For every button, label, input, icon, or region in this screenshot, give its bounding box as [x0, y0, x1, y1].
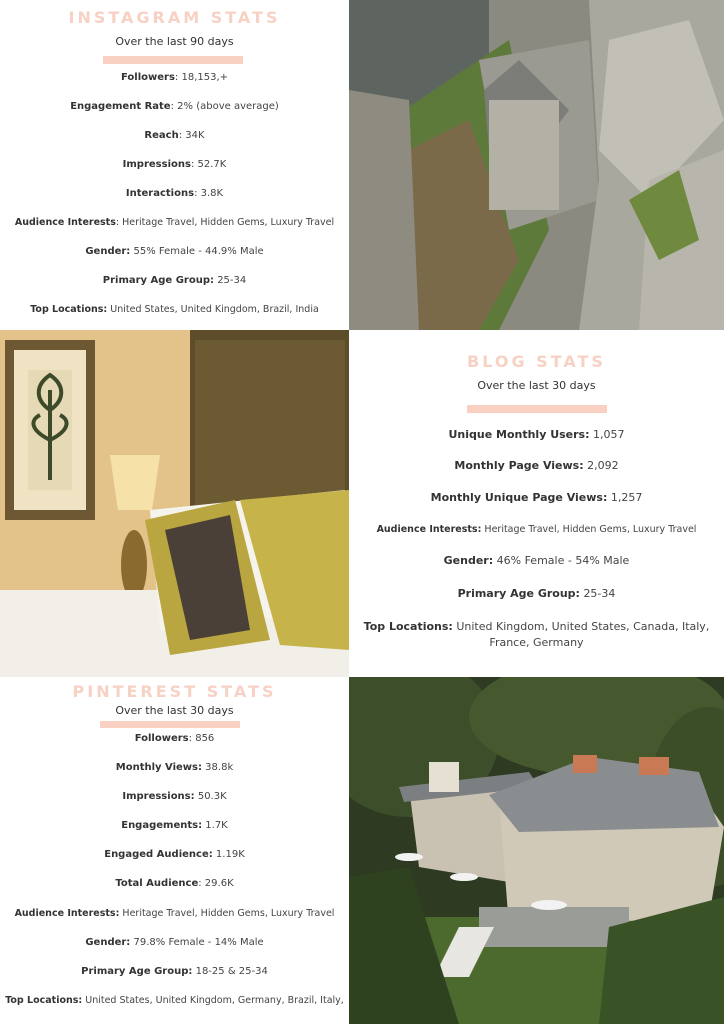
pinterest-stats-subtitle: Over the last 30 days [115, 704, 234, 717]
blog-stat-gender: Gender: 46% Female - 54% Male [443, 554, 630, 567]
blog-stats-panel [349, 330, 724, 677]
instagram-stats-title: INSTAGRAM STATS [68, 8, 281, 27]
blog-stats-title: BLOG STATS [467, 352, 606, 371]
pinterest-stat-top-locations: Top Locations: United States, United Kingdom, Germany, Brazil, Italy, [5, 995, 344, 1006]
blog-stat-monthly-unique-page-views: Monthly Unique Page Views: 1,257 [430, 491, 643, 504]
pinterest-stat-age-group: Primary Age Group: 18-25 & 25-34 [81, 966, 268, 977]
pinterest-stat-monthly-views: Monthly Views: 38.8k [115, 762, 234, 773]
instagram-stat-audience-interests: Audience Interests: Heritage Travel, Hidden Gems, Luxury Travel [14, 217, 335, 228]
instagram-stat-engagement-rate: Engagement Rate: 2% (above average) [70, 101, 279, 112]
instagram-stat-age-group: Primary Age Group: 25-34 [102, 275, 247, 286]
pinterest-stat-engaged-audience: Engaged Audience: 1.19K [104, 849, 245, 860]
instagram-stat-top-locations: Top Locations: United States, United Kingdom, Brazil, India [30, 304, 319, 315]
pinterest-stat-total-audience: Total Audience: 29.6K [115, 878, 234, 889]
instagram-stat-reach: Reach: 34K [144, 130, 205, 141]
cliff-chapel-photo [349, 0, 724, 330]
pinterest-stat-audience-interests: Audience Interests: Heritage Travel, Hidden Gems, Luxury Travel [14, 908, 335, 919]
blog-divider-bar [467, 405, 607, 413]
pinterest-stats-panel [0, 677, 349, 1024]
blog-stat-audience-interests: Audience Interests: Heritage Travel, Hidden Gems, Luxury Travel [376, 524, 697, 535]
hotel-bedroom-photo [0, 330, 349, 677]
instagram-stat-impressions: Impressions: 52.7K [122, 159, 227, 170]
pinterest-stat-impressions: Impressions: 50.3K [122, 791, 227, 802]
instagram-divider-bar [103, 56, 243, 64]
instagram-stats-panel [0, 0, 349, 330]
blog-stat-age-group: Primary Age Group: 25-34 [457, 587, 616, 600]
pinterest-stat-followers: Followers: 856 [134, 733, 215, 744]
blog-stat-monthly-page-views: Monthly Page Views: 2,092 [454, 459, 619, 472]
country-house-hotel-photo [349, 677, 724, 1024]
pinterest-divider-bar [100, 721, 240, 728]
instagram-stat-followers: Followers: 18,153,+ [120, 72, 229, 83]
pinterest-stat-gender: Gender: 79.8% Female - 14% Male [85, 937, 264, 948]
blog-stat-unique-monthly-users: Unique Monthly Users: 1,057 [448, 428, 625, 441]
instagram-stats-subtitle: Over the last 90 days [115, 35, 234, 48]
instagram-stat-gender: Gender: 55% Female - 44.9% Male [85, 246, 264, 257]
instagram-stat-interactions: Interactions: 3.8K [125, 188, 224, 199]
pinterest-stat-engagements: Engagements: 1.7K [121, 820, 228, 831]
blog-stats-subtitle: Over the last 30 days [477, 379, 596, 392]
pinterest-stats-title: PINTEREST STATS [72, 682, 277, 701]
blog-stat-top-locations: Top Locations: United Kingdom, United States, Canada, Italy, France, Germany [363, 620, 710, 649]
